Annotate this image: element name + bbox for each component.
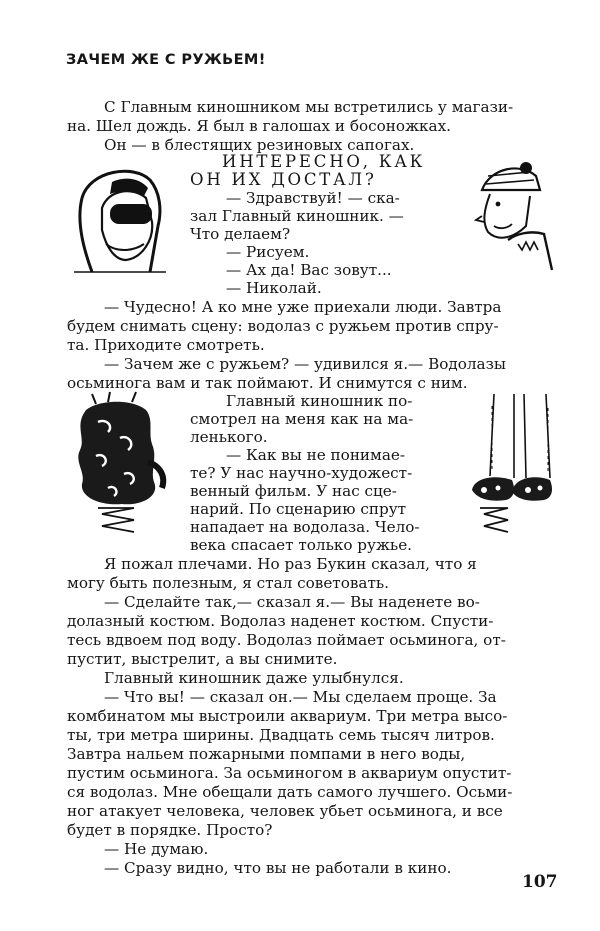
text-line: С Главным киношником мы встретились у магази- <box>104 98 514 116</box>
text-line: Главный киношник даже улыбнулся. <box>104 669 404 687</box>
text-line: зал Главный киношник. — <box>190 207 404 225</box>
text-line: — Чудесно! А ко мне уже приехали люди. Завтра <box>104 298 502 316</box>
text-line: — Как вы не понимае- <box>226 446 406 464</box>
text-line: пустим осьминога. За осьминогом в аквариум опустит- <box>67 764 512 782</box>
text-line: — Зачем же с ружьем? — удивился я.— Водолазы <box>104 355 506 373</box>
text-line: — Здравствуй! — ска- <box>226 189 400 207</box>
text-line: — Что вы! — сказал он.— Мы сделаем проще. За <box>104 688 497 706</box>
text-line: те? У нас научно-художест- <box>190 464 413 482</box>
text-line: ног атакует человека, человек убьет осьминога, и все <box>67 802 503 820</box>
text-line: будем снимать сцену: водолаз с ружьем против спру- <box>67 317 499 335</box>
text-line: — Сделайте так,— сказал я.— Вы наденете во- <box>104 593 480 611</box>
text-line: ИНТЕРЕСНО, КАК <box>222 152 426 171</box>
text-line: века спасает только ружье. <box>190 536 413 554</box>
text-line: тесь вдвоем под воду. Водолаз поймает осьминога, от- <box>67 631 506 649</box>
text-line: — Не думаю. <box>104 840 209 858</box>
text-line: — Николай. <box>226 279 322 297</box>
text-line: — Ах да! Вас зовут... <box>226 261 392 279</box>
text-line: Главный киношник по- <box>226 392 413 410</box>
text-line: Я пожал плечами. Но раз Букин сказал, что я <box>104 555 477 573</box>
text-line: венный фильм. У нас сце- <box>190 482 397 500</box>
text-line: комбинатом мы выстроили аквариум. Три метра высо- <box>67 707 508 725</box>
hooded-man-illustration <box>62 160 172 280</box>
text-line: ОН ИХ ДОСТАЛ? <box>190 170 377 189</box>
text-line: пустит, выстрелит, а вы снимите. <box>67 650 338 668</box>
text-line: та. Приходите смотреть. <box>67 336 265 354</box>
text-line: на. Шел дождь. Я был в галошах и босоножках. <box>67 117 451 135</box>
text-line: нападает на водолаза. Чело- <box>190 518 420 536</box>
chapter-heading: ЗАЧЕМ ЖЕ С РУЖЬЕМ! <box>66 52 266 68</box>
man-in-cap-illustration <box>468 160 554 275</box>
text-line: нарий. По сценарию спрут <box>190 500 407 518</box>
text-line: ты, три метра ширины. Двадцать семь тысяч литров. <box>67 726 495 744</box>
text-line: осьминога вам и так поймают. И снимутся с ним. <box>67 374 468 392</box>
text-line: ся водолаз. Мне обещали дать самого лучшего. Осьми- <box>67 783 513 801</box>
text-line: Что делаем? <box>190 225 291 243</box>
octopus-illustration <box>62 392 174 540</box>
text-line: Он — в блестящих резиновых сапогах. <box>104 136 415 154</box>
text-line: ленького. <box>190 428 268 446</box>
text-line: — Рисуем. <box>226 243 310 261</box>
text-line: смотрел на меня как на ма- <box>190 410 414 428</box>
text-line: Завтра нальем пожарными помпами в него воды, <box>67 745 466 763</box>
text-line: долазный костюм. Водолаз наденет костюм. Спусти- <box>67 612 494 630</box>
legs-galoshes-illustration <box>468 394 554 534</box>
text-line: могу быть полезным, я стал советовать. <box>67 574 389 592</box>
page-number: 107 <box>522 872 558 892</box>
text-line: будет в порядке. Просто? <box>67 821 273 839</box>
text-line: — Сразу видно, что вы не работали в кино. <box>104 859 452 877</box>
